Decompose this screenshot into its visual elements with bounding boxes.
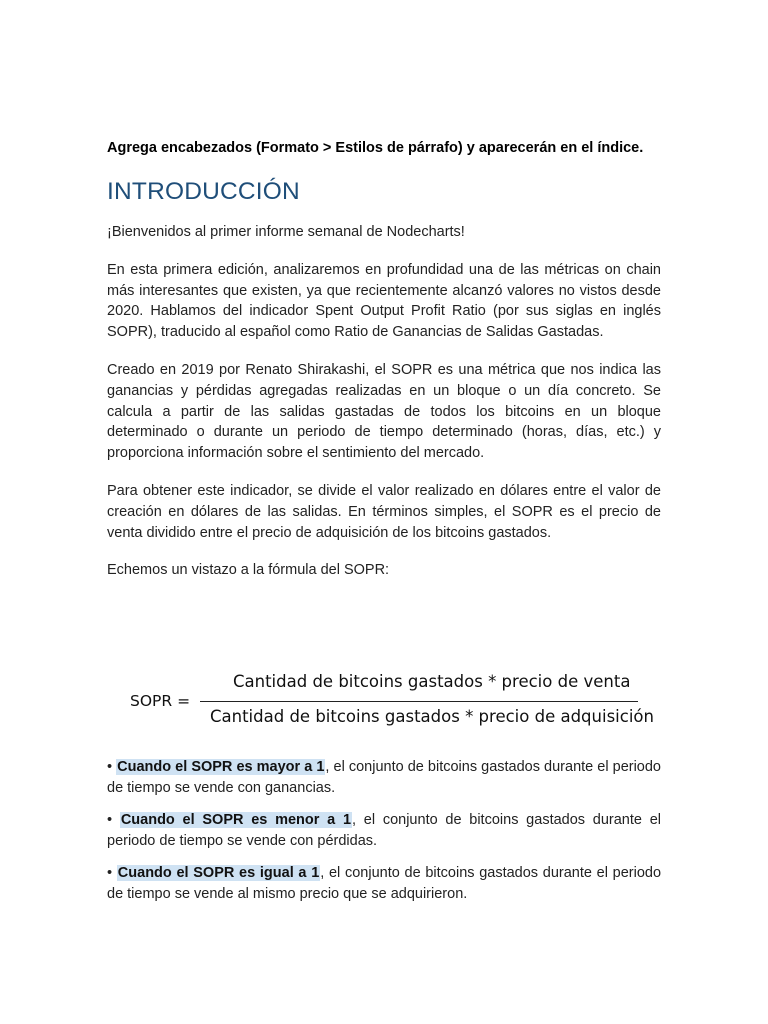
formula-numerator: Cantidad de bitcoins gastados * precio de venta xyxy=(233,672,631,691)
bullet-item xyxy=(107,757,661,799)
sopr-formula xyxy=(130,670,654,732)
bullet-list xyxy=(107,757,661,916)
document-body xyxy=(107,138,661,581)
bullet-item xyxy=(107,810,661,852)
highlighted-condition: Cuando el SOPR es mayor a 1 xyxy=(117,759,325,775)
origin-paragraph: Creado en 2019 por Renato Shirakashi, el SOPR es una métrica que nos indica las ganancias y pérdidas agregadas realizadas en un bloque o un día concreto. Se calcula a partir de las salidas gastadas de todos los bitcoins en un bloque determinado o durante un periodo de tiempo determinado (horas, días, etc.) y proporciona información sobre el sentimiento del mercado. xyxy=(107,361,661,462)
highlighted-condition: Cuando el SOPR es menor a 1 xyxy=(120,812,352,828)
formula-intro-paragraph: Echemos un vistazo a la fórmula del SOPR: xyxy=(107,562,390,579)
bullet-marker: • xyxy=(107,759,113,775)
bullet-text: , el conjunto de bitcoins gastados durante el periodo de tiempo se vende con ganancias. xyxy=(107,759,661,796)
intro-paragraph: ¡Bienvenidos al primer informe semanal de Nodecharts! xyxy=(107,224,465,240)
toc-hint-text: Agrega encabezados (Formato > Estilos de párrafo) y aparecerán en el índice. xyxy=(107,140,644,156)
formula-denominator: Cantidad de bitcoins gastados * precio de adquisición xyxy=(210,707,654,726)
bullet-marker: • xyxy=(107,865,113,881)
bullet-text: , el conjunto de bitcoins gastados durante el periodo de tiempo se vende al mismo precio que se adquirieron. xyxy=(107,865,662,902)
fraction-bar xyxy=(200,701,638,702)
formula-lhs: SOPR = xyxy=(130,692,191,710)
highlighted-condition: Cuando el SOPR es igual a 1 xyxy=(117,865,320,881)
edition-paragraph: En esta primera edición, analizaremos en profundidad una de las métricas on chain más interesantes que existen, ya que recientemente alcanzó valores no vistos desde 2020. Hablamos del indicador Spent Output Profit Ratio (por sus siglas en inglés SOPR), traducido al español como Ratio de Ganancias de Salidas Gastadas. xyxy=(107,261,661,341)
bullet-item xyxy=(107,863,661,905)
section-heading: INTRODUCCIÓN xyxy=(107,178,300,205)
calculation-paragraph: Para obtener este indicador, se divide el valor realizado en dólares entre el valor de creación en dólares de las salidas. En términos simples, el SOPR es el precio de venta dividido entre el precio de adquisición de los bitcoins gastados. xyxy=(107,482,661,541)
bullet-text: , el conjunto de bitcoins gastados durante el periodo de tiempo se vende con pérdidas. xyxy=(107,812,661,849)
bullet-marker: • xyxy=(107,812,113,828)
